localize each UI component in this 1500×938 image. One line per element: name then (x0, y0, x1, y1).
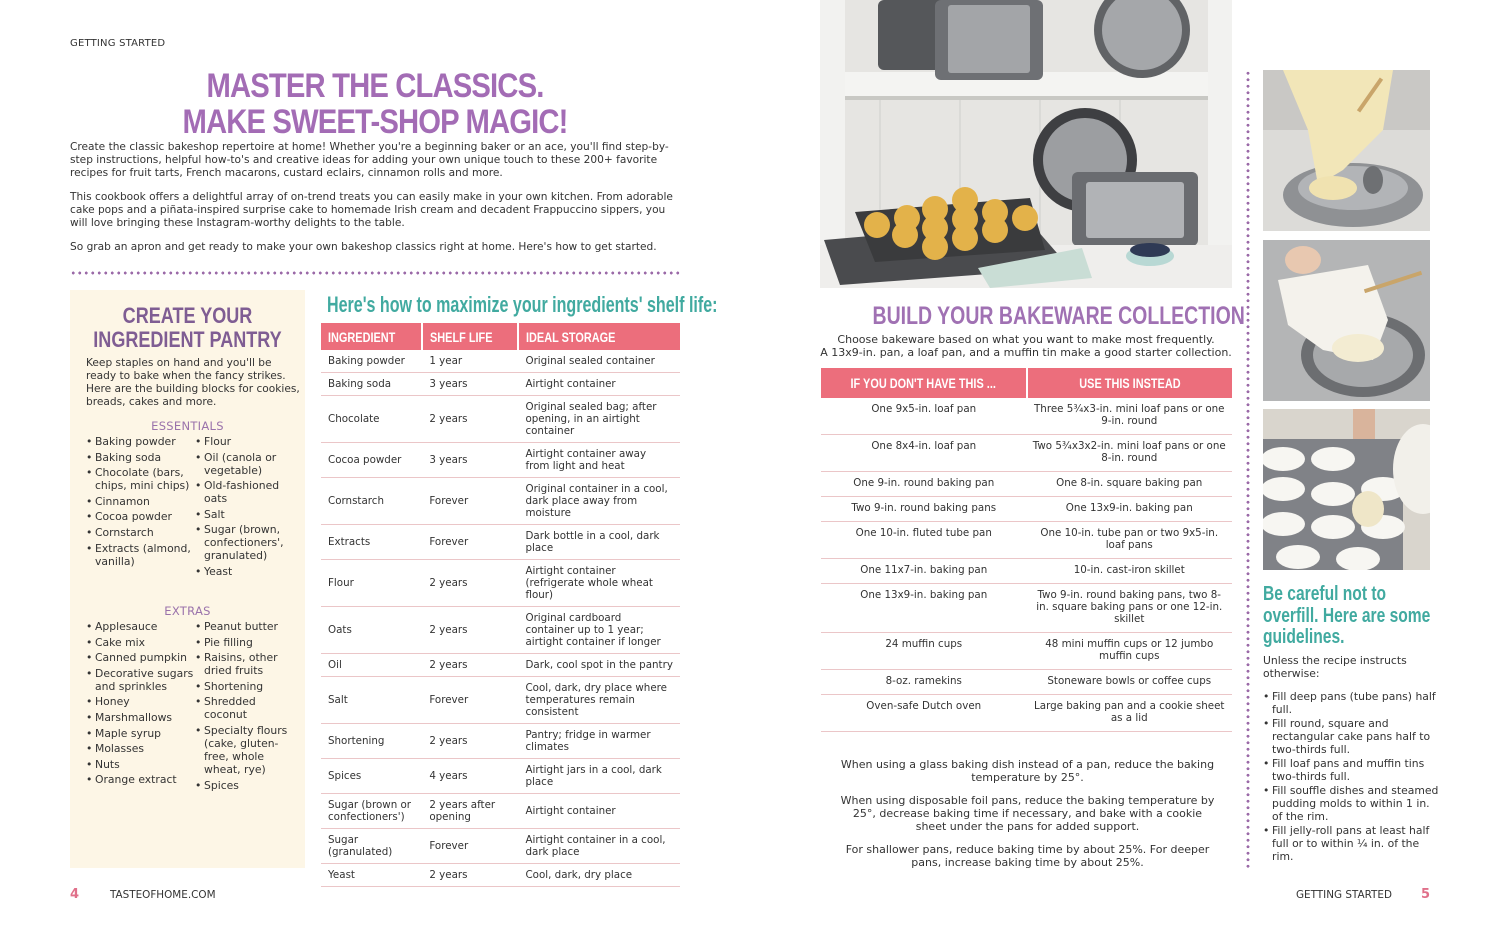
table-cell: Stoneware bowls or coffee cups (1027, 670, 1233, 695)
table-cell: Oats (321, 607, 422, 654)
table-cell: 3 years (422, 443, 518, 478)
table-row (321, 677, 680, 724)
table-cell: Forever (422, 677, 518, 724)
list-item: • Shortening (195, 680, 295, 693)
intro-paragraph: So grab an apron and get ready to make your own bakeshop classics right at home. Here's how to get started. (70, 241, 657, 253)
table-cell: Cocoa powder (321, 443, 422, 478)
table-row (321, 724, 680, 759)
list-item: • Applesauce (86, 620, 196, 633)
table-cell: Original sealed bag; after opening, in an airtight container (518, 396, 680, 443)
table-cell: Original container in a cool, dark place away from moisture (518, 478, 680, 525)
extras-heading: EXTRAS (164, 604, 211, 618)
table-row (321, 654, 680, 677)
table-cell: 2 years (422, 607, 518, 654)
table-row (321, 864, 680, 887)
round-pan-photo (1263, 240, 1430, 401)
bakeware-description (820, 333, 1232, 359)
list-item: • Maple syrup (86, 727, 196, 740)
list-item: • Fill jelly-roll pans at least half full or to within ¼ in. of the rim. (1263, 824, 1443, 863)
bakeware-note: When using a glass baking dish instead of a pan, reduce the baking temperature by 25°. (840, 758, 1215, 784)
pantry-title-line-1: CREATE YOUR (122, 303, 253, 328)
table-row (821, 435, 1232, 472)
table-cell: Yeast (321, 864, 422, 887)
list-item: • Fill round, square and rectangular cake pans half to two-thirds full. (1263, 717, 1443, 756)
bakeware-title: BUILD YOUR BAKEWARE COLLECTION (872, 302, 1245, 330)
bakeware-shelf-photo (820, 0, 1232, 288)
bakeware-description-line-2: A 13x9-in. pan, a loaf pan, and a muffin tin make a good starter collection. (820, 346, 1232, 359)
section-label: GETTING STARTED (70, 38, 166, 49)
table-row (821, 522, 1232, 559)
pantry-description: Keep staples on hand and you'll be ready to bake when the fancy strikes. Here are the building blocks for cookies, breads, cakes and more. (86, 357, 300, 408)
table-cell: Cool, dark, dry place where temperatures remain consistent (518, 677, 680, 724)
dotted-vertical-divider (1246, 70, 1250, 870)
list-item: • Fill loaf pans and muffin tins two-thirds full. (1263, 757, 1443, 783)
table-cell: Dark, cool spot in the pantry (518, 654, 680, 677)
list-item: • Peanut butter (195, 620, 295, 633)
table-cell: Two 5¾x3x2-in. mini loaf pans or one 8-in. round (1027, 435, 1233, 472)
list-item: • Chocolate (bars, chips, mini chips) (86, 466, 196, 492)
list-item: • Decorative sugars and sprinkles (86, 667, 196, 693)
table-cell: Oven-safe Dutch oven (821, 695, 1027, 732)
overfill-title: Be careful not to overfill. Here are some guidelines. (1263, 583, 1431, 648)
list-item: • Orange extract (86, 773, 196, 786)
table-cell: Original cardboard container up to 1 year; airtight container if longer (518, 607, 680, 654)
table-cell: Forever (422, 829, 518, 864)
table-cell: 2 years (422, 654, 518, 677)
table-cell: Sugar (brown or confectioners') (321, 794, 422, 829)
table-row (321, 794, 680, 829)
column-header-use-this-instead: USE THIS INSTEAD (1027, 368, 1233, 398)
intro-text (70, 141, 685, 265)
list-item: • Old-fashioned oats (195, 479, 295, 505)
list-item: • Honey (86, 695, 196, 708)
pantry-title-line-2: INGREDIENT PANTRY (93, 327, 282, 352)
table-row (321, 396, 680, 443)
footer-website: TASTEOFHOME.COM (110, 889, 216, 901)
table-row (821, 472, 1232, 497)
table-cell: Airtight jars in a cool, dark place (518, 759, 680, 794)
table-cell: Two 9-in. round baking pans (821, 497, 1027, 522)
table-cell: 24 muffin cups (821, 633, 1027, 670)
list-item: • Canned pumpkin (86, 651, 196, 664)
list-item: • Marshmallows (86, 711, 196, 724)
table-cell: Dark bottle in a cool, dark place (518, 525, 680, 560)
essentials-list-col1 (86, 435, 196, 570)
list-item: • Flour (195, 435, 295, 448)
column-header-shelf-life: SHELF LIFE (422, 323, 518, 350)
column-header-ingredient: INGREDIENT (321, 323, 422, 350)
table-cell: Pantry; fridge in warmer climates (518, 724, 680, 759)
table-cell: Large baking pan and a cookie sheet as a lid (1027, 695, 1233, 732)
table-cell: 2 years (422, 864, 518, 887)
list-item: • Baking soda (86, 451, 196, 464)
table-row (321, 373, 680, 396)
table-cell: 1 year (422, 350, 518, 373)
table-cell: One 10-in. fluted tube pan (821, 522, 1027, 559)
batter-into-bundt-pan-illustration (1263, 70, 1430, 231)
bakeware-note: When using disposable foil pans, reduce the baking temperature by 25°, decrease baking time if necessary, and bake with a cookie sheet under the pans for added support. (840, 794, 1215, 833)
page-number-right: 5 (1421, 887, 1431, 902)
pantry-title (70, 304, 305, 352)
list-item: • Spices (195, 779, 295, 792)
table-cell: Airtight container (refrigerate whole wheat flour) (518, 560, 680, 607)
table-row (321, 443, 680, 478)
table-cell: Salt (321, 677, 422, 724)
table-cell: One 9-in. round baking pan (821, 472, 1027, 497)
list-item: • Baking powder (86, 435, 196, 448)
table-cell: 2 years (422, 396, 518, 443)
overfill-intro: Unless the recipe instructs otherwise: (1263, 654, 1407, 680)
table-cell: 48 mini muffin cups or 12 jumbo muffin cups (1027, 633, 1233, 670)
column-header-ideal-storage: IDEAL STORAGE (518, 323, 680, 350)
bundt-pan-photo (1263, 70, 1430, 231)
table-cell: Cool, dark, dry place (518, 864, 680, 887)
table-row (321, 829, 680, 864)
bakeware-notes (840, 758, 1215, 879)
essentials-heading: ESSENTIALS (151, 419, 224, 433)
bakeware-substitution-table (821, 368, 1232, 732)
table-cell: Chocolate (321, 396, 422, 443)
extras-list-col2 (195, 620, 295, 794)
table-cell: 3 years (422, 373, 518, 396)
table-row (321, 350, 680, 373)
table-cell: One 8x4-in. loaf pan (821, 435, 1027, 472)
intro-paragraph: This cookbook offers a delightful array of on-trend treats you can easily make in your own kitchen. From adorable cake pops and a piñata-inspired surprise cake to homemade Irish cream and decadent Frappuccino sippers, you will love bringing these Instagram-worthy delights to the table. (70, 191, 673, 229)
dotted-divider (70, 271, 682, 275)
table-cell: Flour (321, 560, 422, 607)
table-header-row (821, 368, 1232, 398)
list-item: • Shredded coconut (195, 695, 295, 721)
table-cell: Sugar (granulated) (321, 829, 422, 864)
table-row (821, 695, 1232, 732)
shelf-life-title: Here's how to maximize your ingredients' shelf life: (327, 292, 718, 317)
bakeware-illustration (820, 0, 1232, 288)
table-row (321, 560, 680, 607)
list-item: • Nuts (86, 758, 196, 771)
table-row (321, 525, 680, 560)
table-cell: Two 9-in. round baking pans, two 8-in. square baking pans or one 12-in. skillet (1027, 584, 1233, 633)
bakeware-description-line-1: Choose bakeware based on what you want to make most frequently. (837, 333, 1215, 346)
title-line-2: MAKE SWEET-SHOP MAGIC! (182, 103, 568, 141)
table-row (821, 633, 1232, 670)
table-row (821, 670, 1232, 695)
table-cell: Three 5¾x3-in. mini loaf pans or one 9-in. round (1027, 398, 1233, 435)
list-item: • Cinnamon (86, 495, 196, 508)
title-line-1: MASTER THE CLASSICS. (206, 67, 544, 105)
footer-section-label: GETTING STARTED (1296, 889, 1392, 901)
muffin-tin-photo (1263, 409, 1430, 570)
list-item: • Sugar (brown, confectioners', granulated) (195, 523, 295, 562)
list-item: • Raisins, other dried fruits (195, 651, 295, 677)
list-item: • Cocoa powder (86, 510, 196, 523)
table-cell: One 10-in. tube pan or two 9x5-in. loaf pans (1027, 522, 1233, 559)
table-cell: One 11x7-in. baking pan (821, 559, 1027, 584)
table-cell: 2 years (422, 560, 518, 607)
table-row (321, 759, 680, 794)
list-item: • Pie filling (195, 636, 295, 649)
table-cell: Extracts (321, 525, 422, 560)
intro-paragraph: Create the classic bakeshop repertoire at home! Whether you're a beginning baker or an ace, you'll find step-by-step instructions, helpful how-to's and creative ideas for adding your own unique touch to these 200+ favorite recipes for fruit tarts, French macarons, custard eclairs, cinnamon rolls and more. (70, 141, 669, 179)
table-cell: 2 years (422, 724, 518, 759)
extras-list-col1 (86, 620, 196, 789)
essentials-list-col2 (195, 435, 295, 581)
shelf-life-table (321, 323, 680, 887)
table-cell: 4 years (422, 759, 518, 794)
list-item: • Oil (canola or vegetable) (195, 451, 295, 477)
table-row (321, 607, 680, 654)
column-header-if-you-dont-have: IF YOU DON'T HAVE THIS ... (821, 368, 1027, 398)
table-cell: Airtight container (518, 373, 680, 396)
list-item: • Extracts (almond, vanilla) (86, 542, 196, 568)
table-row (821, 584, 1232, 633)
list-item: • Fill souffle dishes and steamed pudding molds to within 1 in. of the rim. (1263, 784, 1443, 823)
list-item: • Salt (195, 508, 295, 521)
table-cell: Forever (422, 525, 518, 560)
batter-into-muffin-cups-illustration (1263, 409, 1430, 570)
page-number-left: 4 (70, 887, 80, 902)
table-cell: Baking soda (321, 373, 422, 396)
table-cell: Baking powder (321, 350, 422, 373)
page-title (70, 68, 680, 140)
table-row (321, 478, 680, 525)
table-cell: 2 years after opening (422, 794, 518, 829)
list-item: • Cornstarch (86, 526, 196, 539)
table-cell: Original sealed container (518, 350, 680, 373)
table-row (821, 497, 1232, 522)
table-cell: 10-in. cast-iron skillet (1027, 559, 1233, 584)
table-cell: Oil (321, 654, 422, 677)
list-item: • Cake mix (86, 636, 196, 649)
table-cell: One 13x9-in. baking pan (821, 584, 1027, 633)
table-header-row (321, 323, 680, 350)
table-row (821, 559, 1232, 584)
table-cell: Shortening (321, 724, 422, 759)
table-cell: 8-oz. ramekins (821, 670, 1027, 695)
table-cell: Airtight container (518, 794, 680, 829)
table-cell: Spices (321, 759, 422, 794)
list-item: • Molasses (86, 742, 196, 755)
overfill-guidelines-list (1263, 690, 1443, 864)
table-cell: Cornstarch (321, 478, 422, 525)
table-cell: One 8-in. square baking pan (1027, 472, 1233, 497)
table-cell: Forever (422, 478, 518, 525)
table-cell: Airtight container away from light and heat (518, 443, 680, 478)
list-item: • Yeast (195, 565, 295, 578)
pantry-sidebar (70, 290, 305, 868)
bakeware-note: For shallower pans, reduce baking time by about 25%. For deeper pans, increase baking time by about 25%. (845, 843, 1210, 869)
table-cell: One 9x5-in. loaf pan (821, 398, 1027, 435)
list-item: • Specialty flours (cake, gluten-free, whole wheat, rye) (195, 724, 295, 776)
table-cell: One 13x9-in. baking pan (1027, 497, 1233, 522)
table-cell: Airtight container in a cool, dark place (518, 829, 680, 864)
list-item: • Fill deep pans (tube pans) half full. (1263, 690, 1443, 716)
batter-into-round-pan-illustration (1263, 240, 1430, 401)
table-row (821, 398, 1232, 435)
